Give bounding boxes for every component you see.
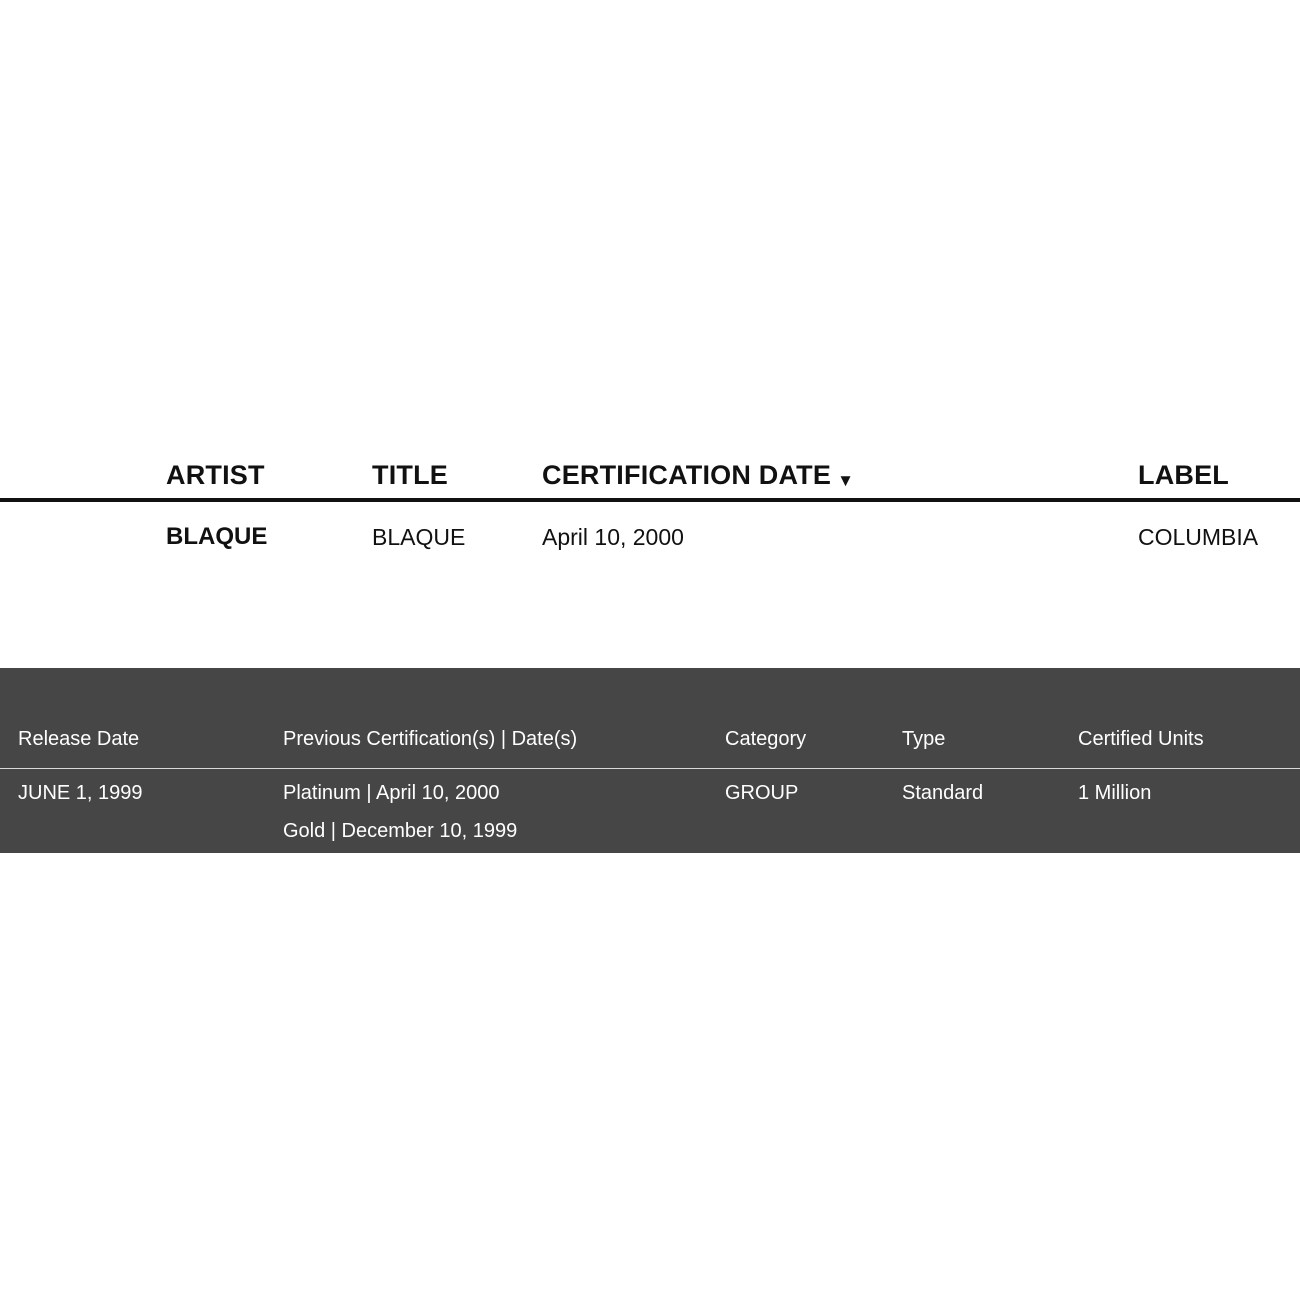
column-header-certification-date[interactable] bbox=[542, 460, 854, 496]
details-certified-units: 1 Million bbox=[1078, 782, 1152, 804]
details-category: GROUP bbox=[725, 782, 799, 804]
previous-certification-gold: Gold | December 10, 1999 bbox=[283, 820, 518, 842]
previous-certification-platinum: Platinum | April 10, 2000 bbox=[283, 782, 500, 804]
cell-label: COLUMBIA bbox=[1138, 524, 1259, 550]
cell-certification-date: April 10, 2000 bbox=[542, 524, 684, 550]
cell-artist: BLAQUE bbox=[166, 523, 268, 550]
column-header-certification-date-label: CERTIFICATION DATE bbox=[542, 460, 832, 490]
previous-certifications-list bbox=[283, 781, 517, 857]
details-header-release-date: Release Date bbox=[18, 728, 140, 750]
column-header-artist-label: ARTIST bbox=[166, 460, 265, 490]
details-header-certified-units: Certified Units bbox=[1078, 728, 1204, 750]
details-header-type: Type bbox=[902, 728, 946, 750]
details-header-previous-certifications: Previous Certification(s) | Date(s) bbox=[283, 728, 578, 750]
column-header-title-label: TITLE bbox=[372, 460, 448, 490]
details-type: Standard bbox=[902, 782, 984, 804]
table-row[interactable] bbox=[0, 502, 1300, 570]
details-header-category: Category bbox=[725, 728, 807, 750]
column-header-label-label: LABEL bbox=[1138, 460, 1229, 490]
details-release-date: JUNE 1, 1999 bbox=[18, 782, 143, 804]
column-header-title[interactable] bbox=[372, 460, 448, 490]
column-header-artist[interactable] bbox=[166, 460, 265, 490]
certification-results-table bbox=[0, 440, 1300, 570]
details-header-row bbox=[0, 668, 1300, 769]
certification-details-panel bbox=[0, 668, 1300, 853]
sort-descending-icon[interactable]: ▼ bbox=[837, 471, 855, 490]
cell-title: BLAQUE bbox=[372, 524, 466, 550]
column-header-label[interactable] bbox=[1138, 460, 1229, 490]
results-header-row bbox=[0, 440, 1300, 502]
